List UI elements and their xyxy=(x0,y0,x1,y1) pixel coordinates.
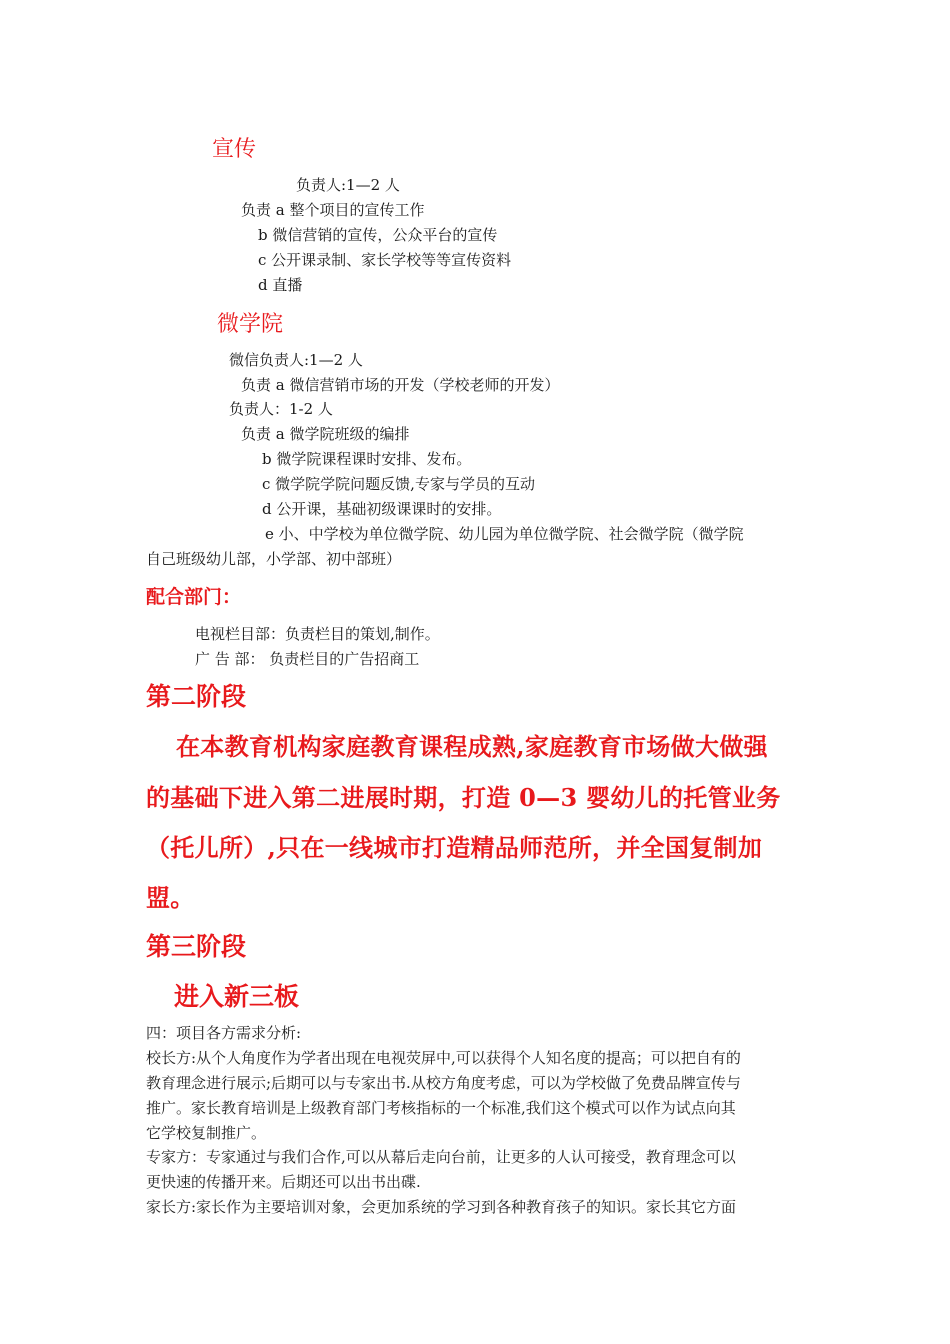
stage2-para-line: 在本教育机构家庭教育课程成熟,家庭教育市场做大做强 xyxy=(176,732,768,761)
publicity-line: c 公开课录制、家长学校等等宣传资料 xyxy=(258,251,512,269)
analysis-line: 家长方:家长作为主要培训对象，会更加系统的学习到各种教育孩子的知识。家长其它方面 xyxy=(146,1198,737,1216)
cooperating-line: 广 告 部： 负责栏目的广告招商工 xyxy=(195,650,420,668)
micro-college-title: 微学院 xyxy=(217,312,284,337)
micro-college-line: 微信负责人:1—2 人 xyxy=(229,351,363,369)
analysis-line: 四：项目各方需求分析: xyxy=(146,1024,302,1042)
stage3-subtitle: 进入新三板 xyxy=(174,982,300,1011)
publicity-line: b 微信营销的宣传，公众平台的宣传 xyxy=(258,226,498,244)
micro-college-line: 负责人：1-2 人 xyxy=(229,400,333,418)
micro-college-line: e 小、中学校为单位微学院、幼儿园为单位微学院、社会微学院（微学院 xyxy=(265,525,744,543)
micro-college-line: 负责 a 微学院班级的编排 xyxy=(241,425,410,443)
stage3-title: 第三阶段 xyxy=(146,932,247,961)
analysis-line: 教育理念进行展示;后期可以与专家出书.从校方角度考虑，可以为学校做了免费品牌宣传与 xyxy=(146,1074,741,1092)
stage2-para-line: 盟。 xyxy=(146,883,195,912)
cooperating-title: 配合部门： xyxy=(146,586,242,608)
analysis-line: 校长方:从个人角度作为学者出现在电视荧屏中,可以获得个人知名度的提高；可以把自有的 xyxy=(146,1049,741,1067)
analysis-line: 它学校复制推广。 xyxy=(146,1124,267,1142)
stage2-para-line: （托儿所）,只在一线城市打造精品师范所，并全国复制加 xyxy=(146,833,763,862)
micro-college-line: c 微学院学院问题反馈,专家与学员的互动 xyxy=(262,475,535,493)
micro-college-line: 负责 a 微信营销市场的开发（学校老师的开发） xyxy=(241,376,560,394)
analysis-line: 更快速的传播开来。后期还可以出书出碟. xyxy=(146,1173,421,1191)
stage2-para-line: 的基础下进入第二进展时期，打造 0—3 婴幼儿的托管业务 xyxy=(146,783,781,812)
micro-college-line: 自己班级幼儿部，小学部、初中部班） xyxy=(146,550,402,568)
publicity-line: 负责人:1—2 人 xyxy=(296,176,400,194)
analysis-line: 推广。家长教育培训是上级教育部门考核指标的一个标准,我们这个模式可以作为试点向其 xyxy=(146,1099,736,1117)
micro-college-line: b 微学院课程课时安排、发布。 xyxy=(262,450,472,468)
cooperating-line: 电视栏目部：负责栏目的策划,制作。 xyxy=(195,625,440,643)
publicity-title: 宣传 xyxy=(212,137,257,162)
micro-college-line: d 公开课，基础初级课课时的安排。 xyxy=(262,500,502,518)
publicity-line: 负责 a 整个项目的宣传工作 xyxy=(241,201,425,219)
publicity-line: d 直播 xyxy=(258,276,303,294)
analysis-line: 专家方：专家通过与我们合作,可以从幕后走向台前，让更多的人认可接受，教育理念可以 xyxy=(146,1148,736,1166)
stage2-title: 第二阶段 xyxy=(146,682,247,711)
